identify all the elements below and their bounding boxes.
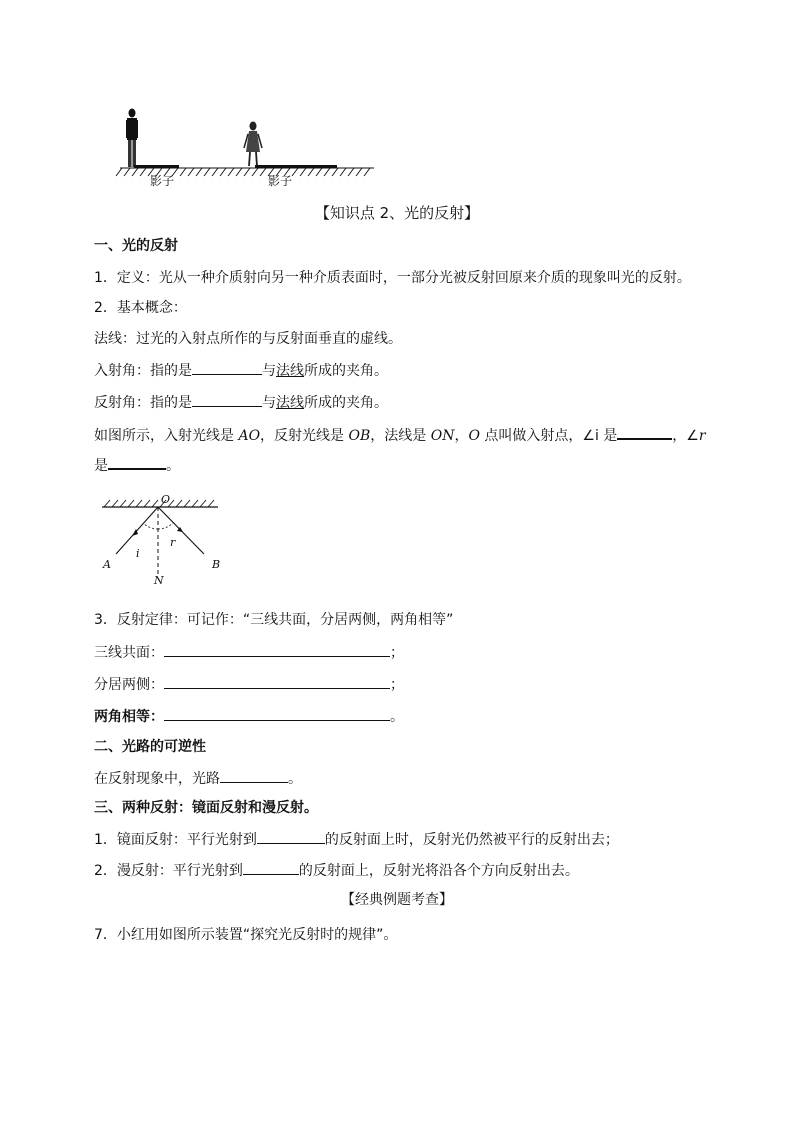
examples-header: 【经典例题考查】 — [341, 892, 453, 908]
reflection-ray-diagram — [96, 492, 236, 586]
angle-r-blank[interactable] — [108, 454, 166, 470]
label-N: N — [154, 574, 164, 586]
question-7: 7．小红用如图所示装置“探究光反射时的规律”。 — [94, 927, 398, 943]
girl-shadow — [255, 165, 337, 168]
man-shadow — [134, 165, 179, 168]
label-O: O — [161, 493, 171, 506]
angle-i-blank[interactable] — [617, 424, 672, 440]
heading-reflection: 一、光的反射 — [94, 238, 178, 254]
law-item-angles: 两角相等： 。 — [94, 706, 404, 727]
man-silhouette-icon — [126, 109, 138, 168]
reflect-angle-blank[interactable] — [192, 392, 262, 407]
sides-blank[interactable] — [164, 674, 390, 689]
section-header: 【知识点 2、光的反射】 — [314, 204, 480, 222]
label-r: r — [170, 536, 176, 549]
diffuse-line: 2．漫反射：平行光射到 的反射面上，反射光将沿各个方向反射出去。 — [94, 860, 579, 881]
figure-description-line: 如图所示，入射光线是 AO，反射光线是 OB，法线是 ON，O 点叫做入射点，∠i 是 ，∠r — [94, 424, 706, 446]
angles-blank[interactable] — [164, 706, 390, 721]
figure-description-line2: 是 。 — [94, 454, 180, 476]
heading-two-reflections: 三、两种反射：镜面反射和漫反射。 — [94, 800, 318, 816]
normal-line-text: 法线：过光的入射点所作的与反射面垂直的虚线。 — [94, 331, 402, 347]
incident-angle-line: 入射角：指的是 与法线所成的夹角。 — [94, 360, 388, 381]
reflect-angle-line: 反射角：指的是 与法线所成的夹角。 — [94, 392, 388, 413]
reversibility-line: 在反射现象中，光路 。 — [94, 768, 302, 789]
girl-silhouette-icon — [244, 122, 262, 167]
mirror-hatch — [104, 500, 214, 507]
concepts-text: 2．基本概念： — [94, 300, 187, 316]
law-item-sides: 分居两侧： ； — [94, 674, 404, 695]
heading-reversibility: 二、光路的可逆性 — [94, 739, 206, 755]
specular-line: 1．镜面反射：平行光射到 的反射面上时，反射光仍然被平行的反射出去； — [94, 829, 619, 850]
shadow-figure — [112, 100, 382, 190]
coplanar-blank[interactable] — [164, 642, 390, 657]
shadow-label-right: 影子 — [268, 174, 293, 188]
specular-blank[interactable] — [257, 829, 325, 844]
law-text: 3．反射定律：可记作：“三线共面，分居两侧，两角相等” — [94, 612, 454, 628]
diffuse-blank[interactable] — [243, 860, 299, 875]
reversibility-blank[interactable] — [220, 768, 288, 783]
law-item-coplanar: 三线共面： ； — [94, 642, 404, 663]
shadow-label-left: 影子 — [150, 174, 175, 188]
label-i: i — [136, 547, 140, 560]
label-B: B — [212, 558, 221, 571]
label-A: A — [103, 558, 111, 571]
incident-angle-blank[interactable] — [192, 360, 262, 375]
definition-text: 1．定义：光从一种介质射向另一种介质表面时，一部分光被反射回原来介质的现象叫光的反射。 — [94, 270, 691, 286]
